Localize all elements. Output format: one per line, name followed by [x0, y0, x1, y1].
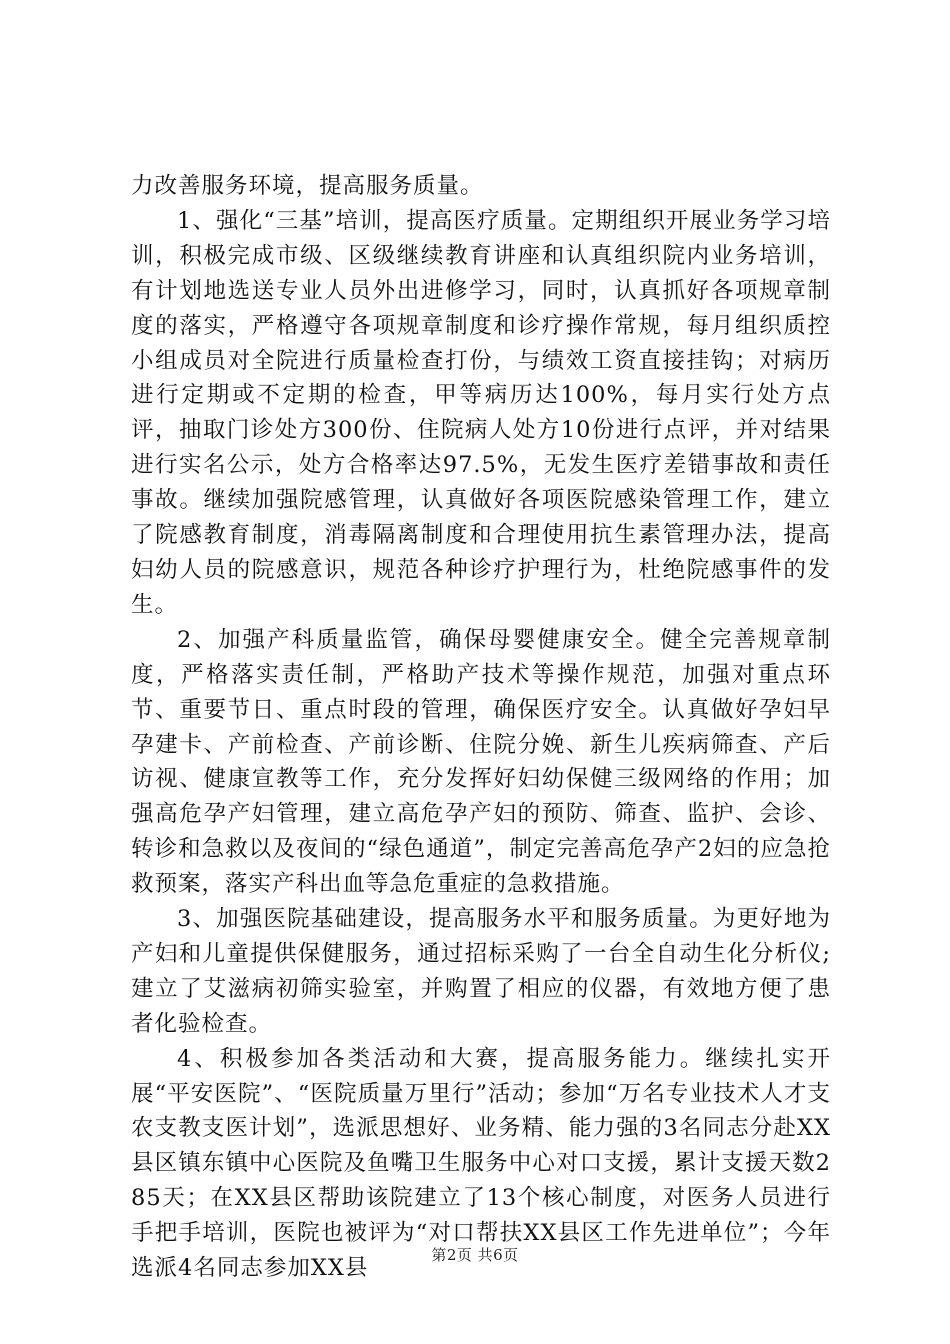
paragraph-item-1: 1、强化“三基”培训，提高医疗质量。定期组织开展业务学习培训，积极完成市级、区级继续教育讲座和认真组织院内业务培训，有计划地选送专业人员外出进修学习，同时，认真抓好各项规章制度的落实，严格遵守各项规章制度和诊疗操作常规，每月组织质控小组成员对全院进行质量检查打份，与绩效工资直接挂钩；对病历进行定期或不定期的检查，甲等病历达100%，每月实行处方点评，抽取门诊处方300份、住院病人处方10份进行点评，并对结果进行实名公示，处方合格率达97.5%，无发生医疗差错事故和责任事故。继续加强院感管理，认真做好各项医院感染管理工作，建立了院感教育制度，消毒隔离制度和合理使用抗生素管理办法，提高妇幼人员的院感意识，规范各种诊疗护理行为，杜绝院感事件的发生。: [131, 207, 831, 618]
paragraph-item-2: 2、加强产科质量监管，确保母婴健康安全。健全完善规章制度，严格落实责任制，严格助产技术等操作规范，加强对重点环节、重要节日、重点时段的管理，确保医疗安全。认真做好孕妇早孕建卡、产前检查、产前诊断、住院分娩、新生儿疾病筛查、产后访视、健康宣教等工作，充分发挥好妇幼保健三级网络的作用；加强高危孕产妇管理，建立高危孕产妇的预防、筛查、监护、会诊、转诊和急救以及夜间的“绿色通道”，制定完善高危孕产2妇的应急抢救预案，落实产科出血等急危重症的急救措施。: [131, 626, 831, 898]
paragraph-item-4: 4、积极参加各类活动和大赛，提高服务能力。继续扎实开展“平安医院”、“医院质量万里行”活动；参加“万名专业技术人才支农支教支医计划”，选派思想好、业务精、能力强的3名同志分赴XX县区镇东镇中心医院及鱼嘴卫生服务中心对口支援，累计支援天数285天；在XX县区帮助该院建立了13个核心制度，对医务人员进行手把手培训，医院也被评为“对口帮扶XX县区工作先进单位”；今年选派4名同志参加XX县: [131, 1045, 831, 1282]
page-number-label: 第2页 共6页: [431, 1246, 519, 1264]
paragraph-item-3: 3、加强医院基础建设，提高服务水平和服务质量。为更好地为产妇和儿童提供保健服务，通过招标采购了一台全自动生化分析仪;建立了艾滋病初筛实验室，并购置了相应的仪器，有效地方便了患者化验检查。: [131, 906, 831, 1037]
paragraph-continuation: 力改善服务环境，提高服务质量。: [131, 173, 484, 199]
document-body: [131, 169, 831, 1286]
page-footer: [0, 1244, 950, 1265]
